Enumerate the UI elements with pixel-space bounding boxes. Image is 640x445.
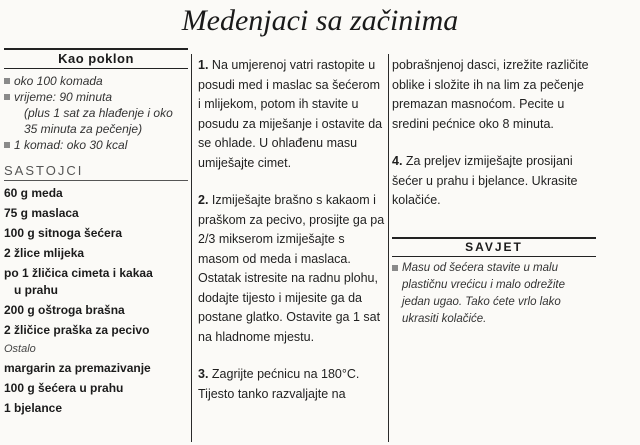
column-divider (388, 54, 389, 442)
ingredient-item: 100 g sitnoga šećera (4, 226, 123, 240)
step-4: 4. Za preljev izmiješajte prosijani šećer u prahu i bjelance. Ukrasite kolačiće. (392, 154, 578, 207)
info-item: vrijeme: 90 minuta (plus 1 sat za hlađenje i oko 35 minuta za pečenje) (4, 89, 188, 137)
info-list (4, 73, 188, 153)
middle-column (198, 56, 386, 422)
column-divider (191, 54, 192, 442)
info-subtext: (plus 1 sat za hlađenje i oko (24, 106, 173, 120)
step-2: 2. Izmiješajte brašno s kakaom i praškom za pecivo, prosijte ga pa 2/3 mikserom izmiješajte s masom od meda i maslaca. Ostatak istresite na radnu plohu, dodajte tijesto i mijesite ga da postane glatko. Ostavite ga 1 sat na hladnome mjestu. (198, 193, 385, 344)
step-3: 3. Zagrijte pećnicu na 180°C. Tijesto tanko razvaljajte na (198, 367, 360, 401)
ingredient-item: margarin za premazivanje (4, 361, 151, 375)
step-1: 1. Na umjerenoj vatri rastopite u posudi med i maslac sa šećerom i mlijekom, potom ih stavite u posudu za miješanje i ostavite da se ohlade. U ohlađenu masu umiješajte cimet. (198, 58, 383, 170)
info-item: 1 komad: oko 30 kcal (4, 137, 188, 153)
info-item: oko 100 komada (4, 73, 188, 89)
recipe-title: Medenjaci sa začinima (181, 4, 459, 37)
ingredient-item: 200 g oštroga brašna (4, 303, 125, 317)
step-3-continued: pobrašnjenoj dasci, izrežite različite oblike i složite ih na lim za pečenje premazan masnoćom. Pecite u sredini pećnice oko 8 minuta. (392, 58, 589, 131)
left-column (4, 48, 188, 418)
bullet-square-icon (4, 78, 10, 84)
info-subtext: 35 minuta za pečenje) (24, 122, 143, 136)
ingredient-item: 1 bjelance (4, 401, 63, 415)
ingredient-item: 75 g maslaca (4, 206, 79, 220)
ingredient-item: 100 g šećera u prahu (4, 381, 124, 395)
tip-heading: SAVJET (392, 237, 596, 257)
ingredient-subheading: Ostalo (4, 343, 36, 355)
ingredient-item: u prahu (14, 283, 58, 297)
ingredient-item: 2 žlice mlijeka (4, 246, 85, 260)
ingredient-item: po 1 žličica cimeta i kakaa (4, 266, 153, 280)
bullet-square-icon (392, 265, 398, 271)
ingredient-item: 2 žličice praška za pecivo (4, 323, 150, 337)
ingredients-heading: SASTOJCI (4, 163, 188, 181)
right-column (392, 56, 596, 328)
ingredients-list (4, 183, 188, 418)
bullet-square-icon (4, 94, 10, 100)
gift-box-heading: Kao poklon (4, 48, 188, 69)
bullet-square-icon (4, 142, 10, 148)
tip-text: Masu od šećera stavite u malu plastičnu vrećicu i malo odrežite jedan ugao. Tako ćete vrlo lako ukrasiti kolačiće. (392, 260, 596, 328)
ingredient-item: 60 g meda (4, 186, 63, 200)
